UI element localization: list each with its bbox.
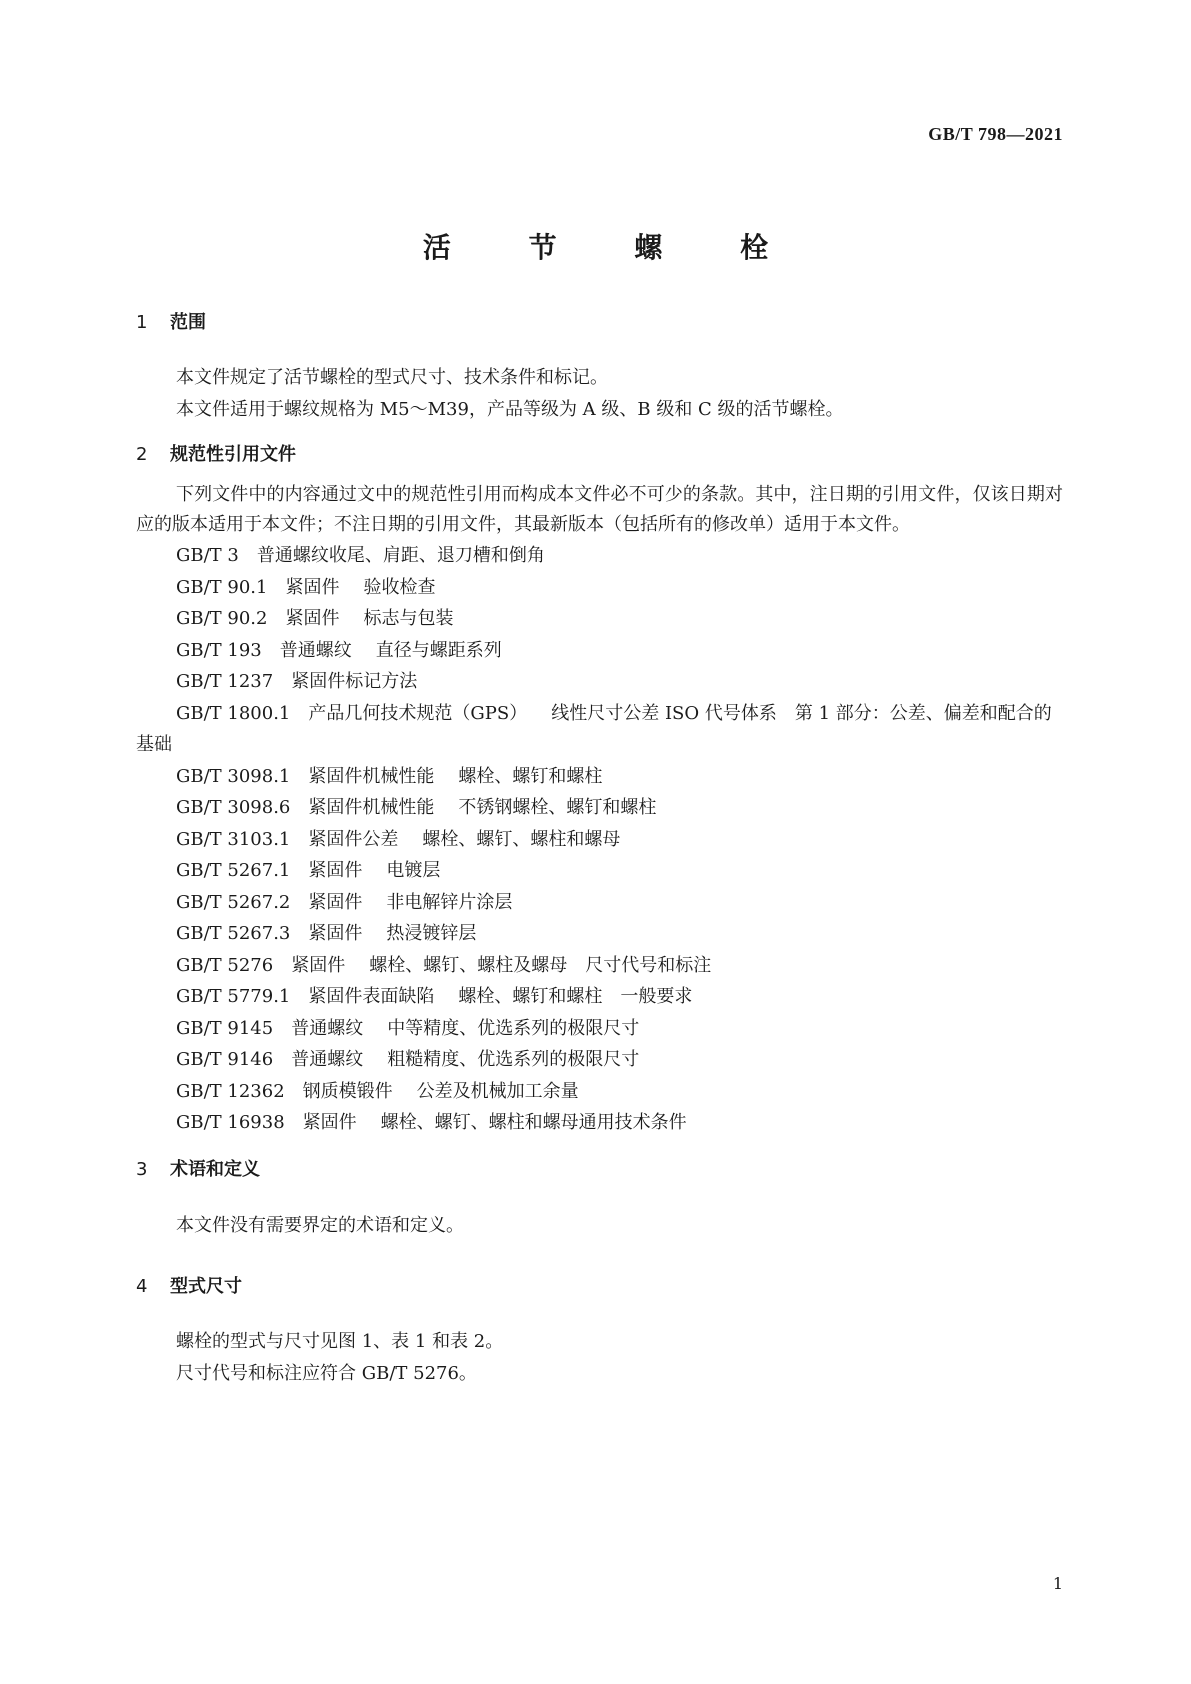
section-heading bbox=[136, 440, 1063, 466]
section-title: 范围 bbox=[170, 312, 206, 333]
section-title: 术语和定义 bbox=[170, 1159, 260, 1180]
reference-item: GB/T 16938 紧固件 螺栓、螺钉、螺柱和螺母通用技术条件 bbox=[176, 1112, 687, 1133]
intro-paragraph: 下列文件中的内容通过文中的规范性引用而构成本文件必不可少的条款。其中，注日期的引用文件，仅该日期对应的版本适用于本文件；不注日期的引用文件，其最新版本（包括所有的修改单）适用于本文件。 bbox=[136, 484, 1063, 535]
reference-item: GB/T 9145 普通螺纹 中等精度、优选系列的极限尺寸 bbox=[176, 1017, 640, 1039]
reference-item: GB/T 12362 钢质模锻件 公差及机械加工余量 bbox=[176, 1080, 579, 1102]
page-number: 1 bbox=[1052, 1574, 1063, 1593]
reference-item: GB/T 193 普通螺纹 直径与螺距系列 bbox=[176, 639, 502, 661]
document-number: GB/T 798—2021 bbox=[928, 124, 1063, 144]
paragraph: 螺栓的型式与尺寸见图 1、表 1 和表 2。 bbox=[176, 1331, 504, 1352]
section-normative-references bbox=[136, 440, 1063, 466]
paragraph: 尺寸代号和标注应符合 GB/T 5276。 bbox=[176, 1363, 477, 1384]
paragraph: 本文件适用于螺纹规格为 M5～M39，产品等级为 A 级、B 级和 C 级的活节螺栓。 bbox=[176, 399, 844, 420]
reference-item: GB/T 5267.3 紧固件 热浸镀锌层 bbox=[176, 923, 477, 944]
section-number: 3 bbox=[136, 1159, 148, 1180]
section-number: 4 bbox=[136, 1276, 148, 1297]
section-terms bbox=[136, 1155, 1063, 1181]
reference-item: GB/T 1800.1 产品几何技术规范（GPS） 线性尺寸公差 ISO 代号体系 第 1 部分：公差、偏差和配合的基础 bbox=[136, 702, 1052, 755]
page-title: 活 节 螺 栓 bbox=[422, 231, 803, 264]
reference-item: GB/T 90.1 紧固件 验收检查 bbox=[176, 576, 436, 598]
section-heading bbox=[136, 1155, 1063, 1181]
section-title: 规范性引用文件 bbox=[170, 444, 296, 465]
terms-body bbox=[136, 1210, 1063, 1242]
reference-item: GB/T 3098.1 紧固件机械性能 螺栓、螺钉和螺柱 bbox=[176, 765, 603, 787]
reference-item: GB/T 3 普通螺纹收尾、肩距、退刀槽和倒角 bbox=[176, 545, 545, 566]
reference-item: GB/T 5779.1 紧固件表面缺陷 螺栓、螺钉和螺柱 一般要求 bbox=[176, 986, 693, 1007]
reference-item: GB/T 3103.1 紧固件公差 螺栓、螺钉、螺柱和螺母 bbox=[176, 828, 621, 850]
normative-body bbox=[136, 480, 1063, 1139]
scope-body bbox=[136, 362, 1063, 426]
section-heading bbox=[136, 1272, 1063, 1298]
section-heading bbox=[136, 308, 1063, 334]
section-type-dimensions bbox=[136, 1272, 1063, 1298]
section-number: 1 bbox=[136, 312, 148, 333]
section-title: 型式尺寸 bbox=[170, 1276, 242, 1297]
type-dimensions-body bbox=[136, 1326, 1063, 1390]
reference-item: GB/T 1237 紧固件标记方法 bbox=[176, 671, 418, 692]
reference-item: GB/T 5267.2 紧固件 非电解锌片涂层 bbox=[176, 891, 513, 913]
paragraph: 本文件没有需要界定的术语和定义。 bbox=[176, 1215, 464, 1236]
reference-list bbox=[136, 540, 1063, 1139]
reference-item: GB/T 5276 紧固件 螺栓、螺钉、螺柱及螺母 尺寸代号和标注 bbox=[176, 954, 712, 976]
section-scope bbox=[136, 308, 1063, 334]
reference-item: GB/T 5267.1 紧固件 电镀层 bbox=[176, 860, 441, 881]
reference-item: GB/T 90.2 紧固件 标志与包装 bbox=[176, 608, 454, 629]
section-number: 2 bbox=[136, 444, 148, 465]
reference-item: GB/T 9146 普通螺纹 粗糙精度、优选系列的极限尺寸 bbox=[176, 1049, 640, 1070]
paragraph: 本文件规定了活节螺栓的型式尺寸、技术条件和标记。 bbox=[176, 367, 608, 388]
reference-item: GB/T 3098.6 紧固件机械性能 不锈钢螺栓、螺钉和螺柱 bbox=[176, 797, 657, 818]
